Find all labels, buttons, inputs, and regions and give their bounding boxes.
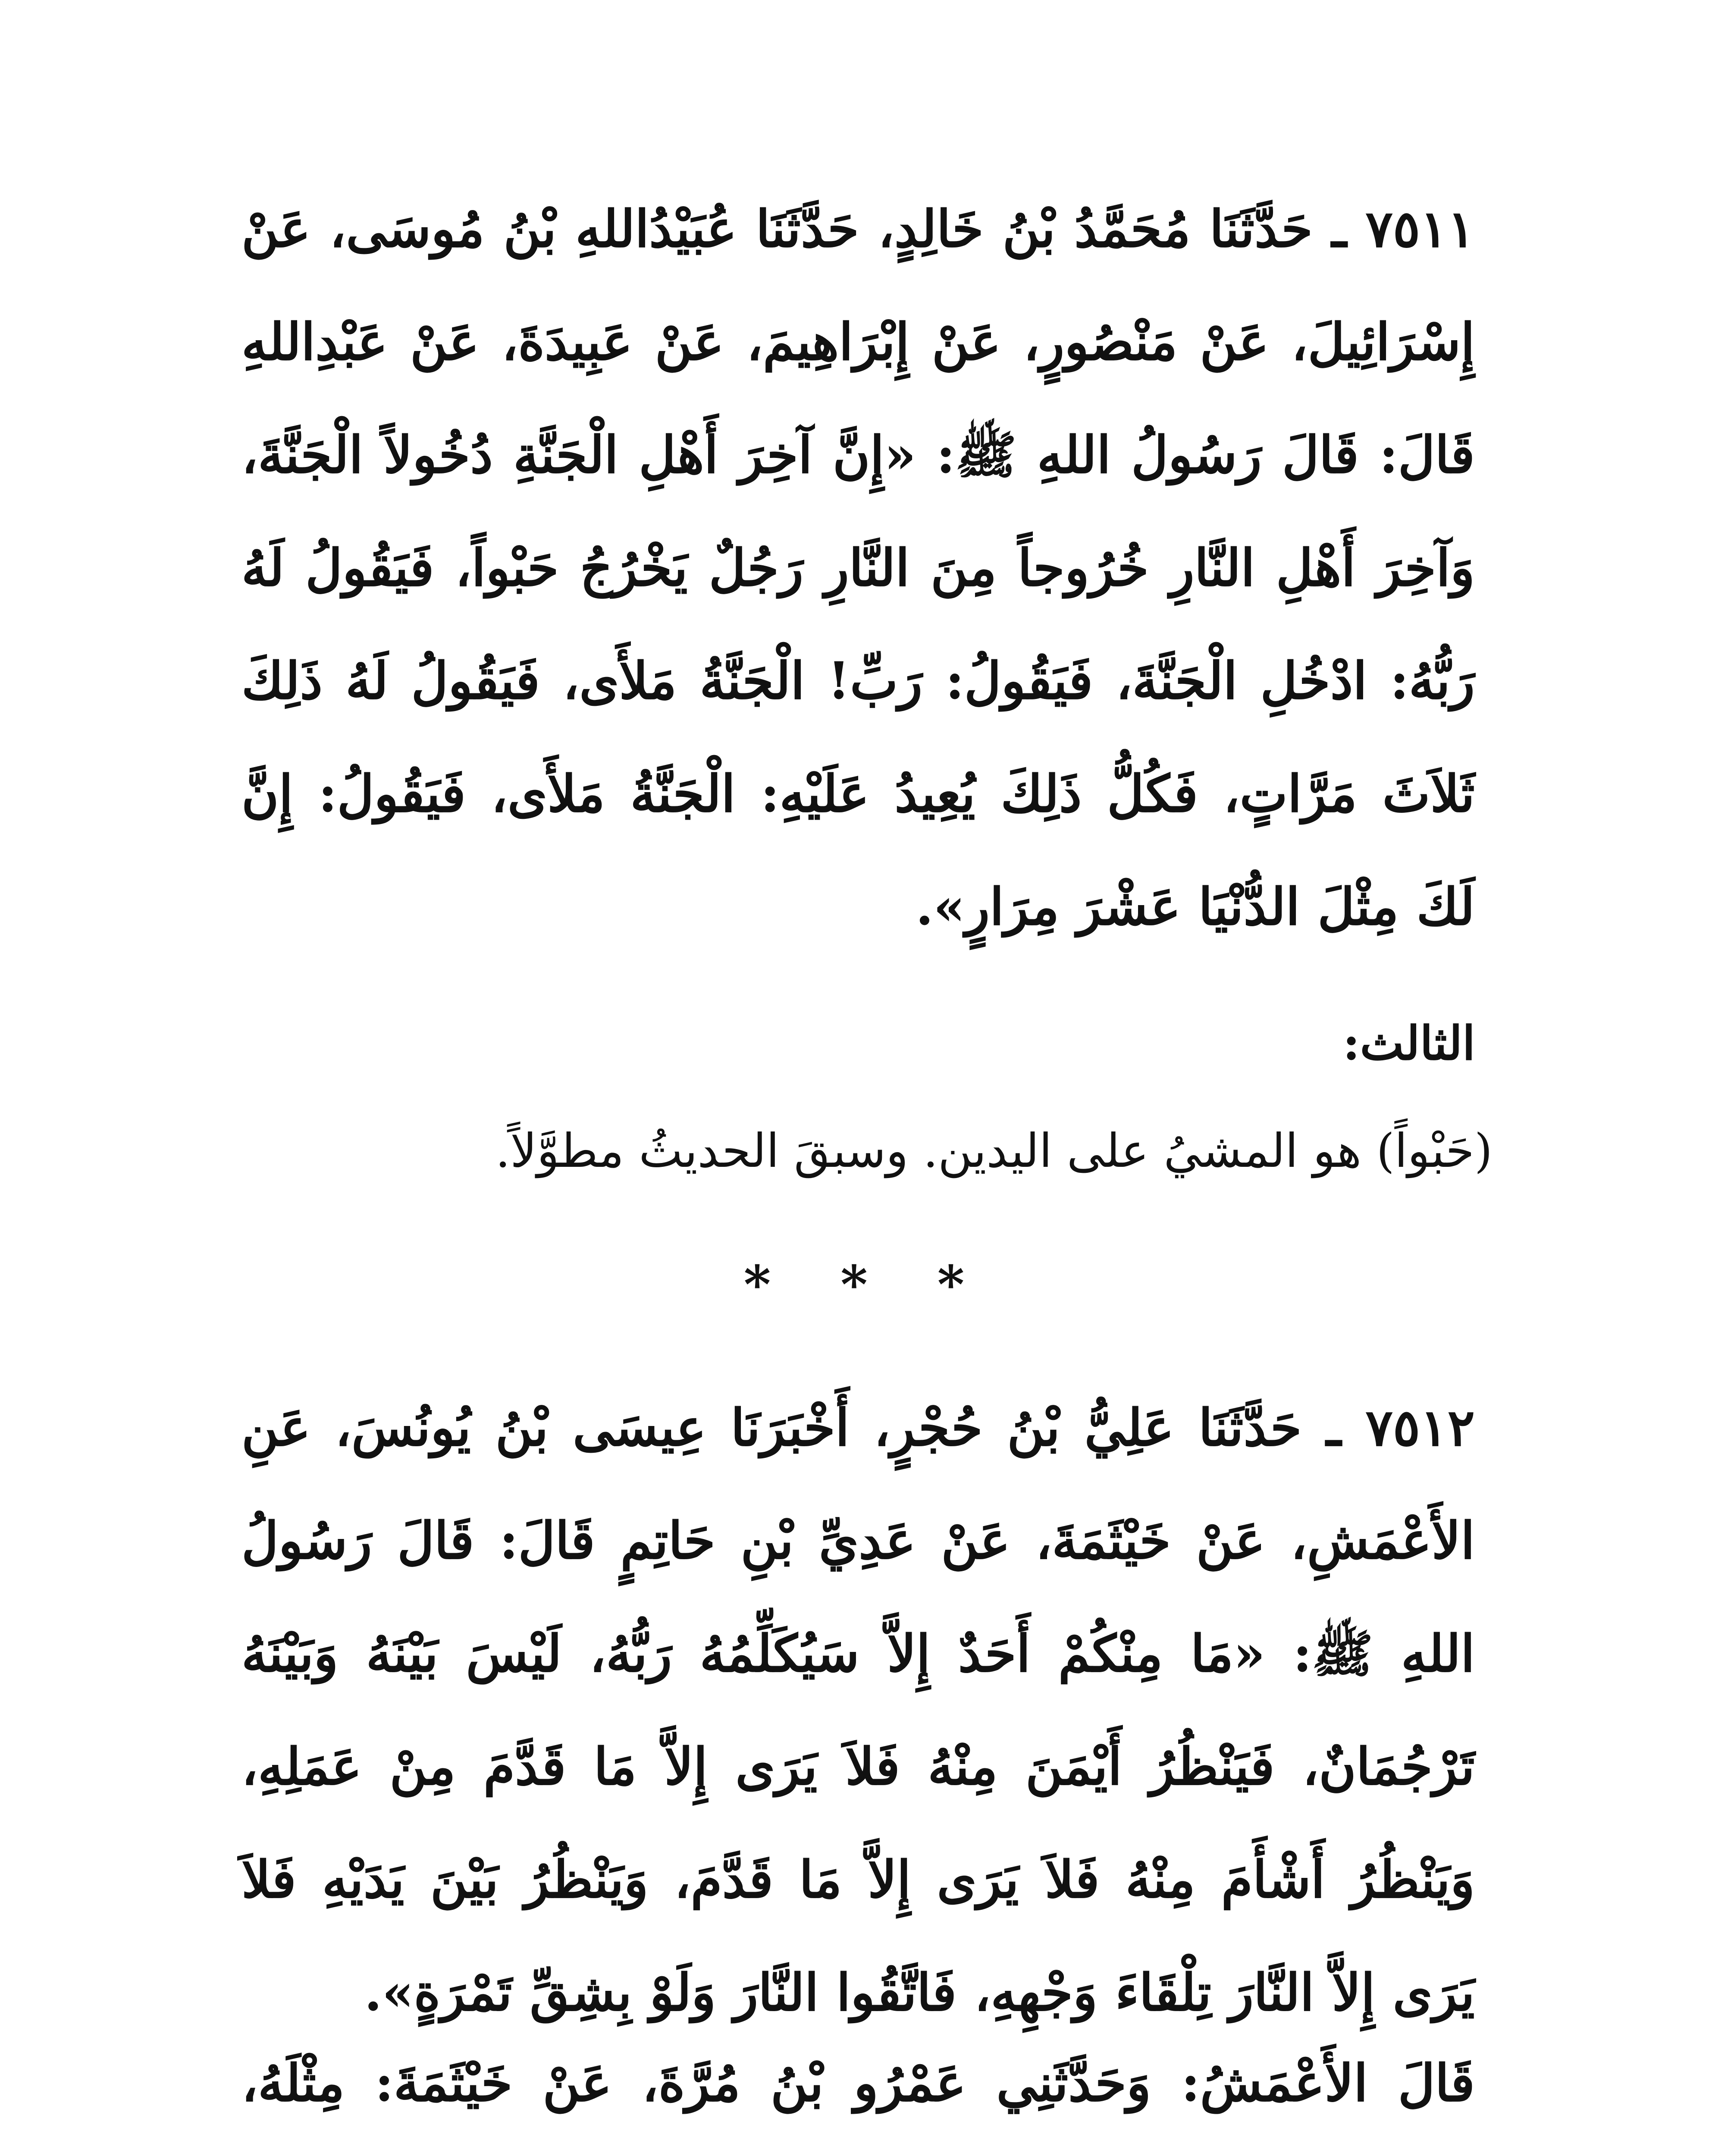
commentary-text: (حَبْواً) هو المشيُ على اليدين. وسبقَ الحديثُ مطوَّلاً.: [495, 1124, 1493, 1178]
section-separator: * * *: [743, 1254, 991, 1315]
hadith-7512-followup: قَالَ الأَعْمَشُ: وَحَدَّثَنِي عَمْرُو بْنُ مُرَّةَ، عَنْ خَيْثَمَةَ: مِثْلَهُ،: [241, 2053, 1475, 2113]
hadith-7512-paragraph: ٧٥١٢ ـ حَدَّثَنَا عَلِيُّ بْنُ حُجْرٍ، أَخْبَرَنَا عِيسَى بْنُ يُونُسَ، عَنِ الأَعْمَشِ، عَنْ خَيْثَمَةَ، عَنْ عَدِيِّ بْنِ حَاتِمٍ قَالَ: قَالَ رَسُولُ اللهِ ﷺ: «مَا مِنْكُمْ أَحَدٌ إِلاَّ سَيُكَلِّمُهُ رَبُّهُ، لَيْسَ بَيْنَهُ وَبَيْنَهُ تَرْجُمَانٌ، فَيَنْظُرُ أَيْمَنَ مِنْهُ فَلاَ يَرَى إِلاَّ مَا قَدَّمَ مِنْ عَمَلِهِ، وَيَنْظُرُ أَشْأَمَ مِنْهُ فَلاَ يَرَى إِلاَّ مَا قَدَّمَ، وَيَنْظُرُ بَيْنَ يَدَيْهِ فَلاَ يَرَى إِلاَّ النَّارَ تِلْقَاءَ وَجْهِهِ، فَاتَّقُوا النَّارَ وَلَوْ بِشِقِّ تَمْرَةٍ».: [241, 1398, 1475, 2022]
commentary-label: الثالث:: [1342, 1016, 1475, 1071]
hadith-7511-paragraph: ٧٥١١ ـ حَدَّثَنَا مُحَمَّدُ بْنُ خَالِدٍ، حَدَّثَنَا عُبَيْدُاللهِ بْنُ مُوسَى، عَنْ إِسْرَائِيلَ، عَنْ مَنْصُورٍ، عَنْ إِبْرَاهِيمَ، عَنْ عَبِيدَةَ، عَنْ عَبْدِاللهِ قَالَ: قَالَ رَسُولُ اللهِ ﷺ: «إِنَّ آخِرَ أَهْلِ الْجَنَّةِ دُخُولاً الْجَنَّةَ، وَآخِرَ أَهْلِ النَّارِ خُرُوجاً مِنَ النَّارِ رَجُلٌ يَخْرُجُ حَبْواً، فَيَقُولُ لَهُ رَبُّهُ: ادْخُلِ الْجَنَّةَ، فَيَقُولُ: رَبِّ! الْجَنَّةُ مَلأَى، فَيَقُولُ لَهُ ذَلِكَ ثَلاَثَ مَرَّاتٍ، فَكُلُّ ذَلِكَ يُعِيدُ عَلَيْهِ: الْجَنَّةُ مَلأَى، فَيَقُولُ: إِنَّ لَكَ مِثْلَ الدُّنْيَا عَشْرَ مِرَارٍ».: [241, 199, 1475, 937]
